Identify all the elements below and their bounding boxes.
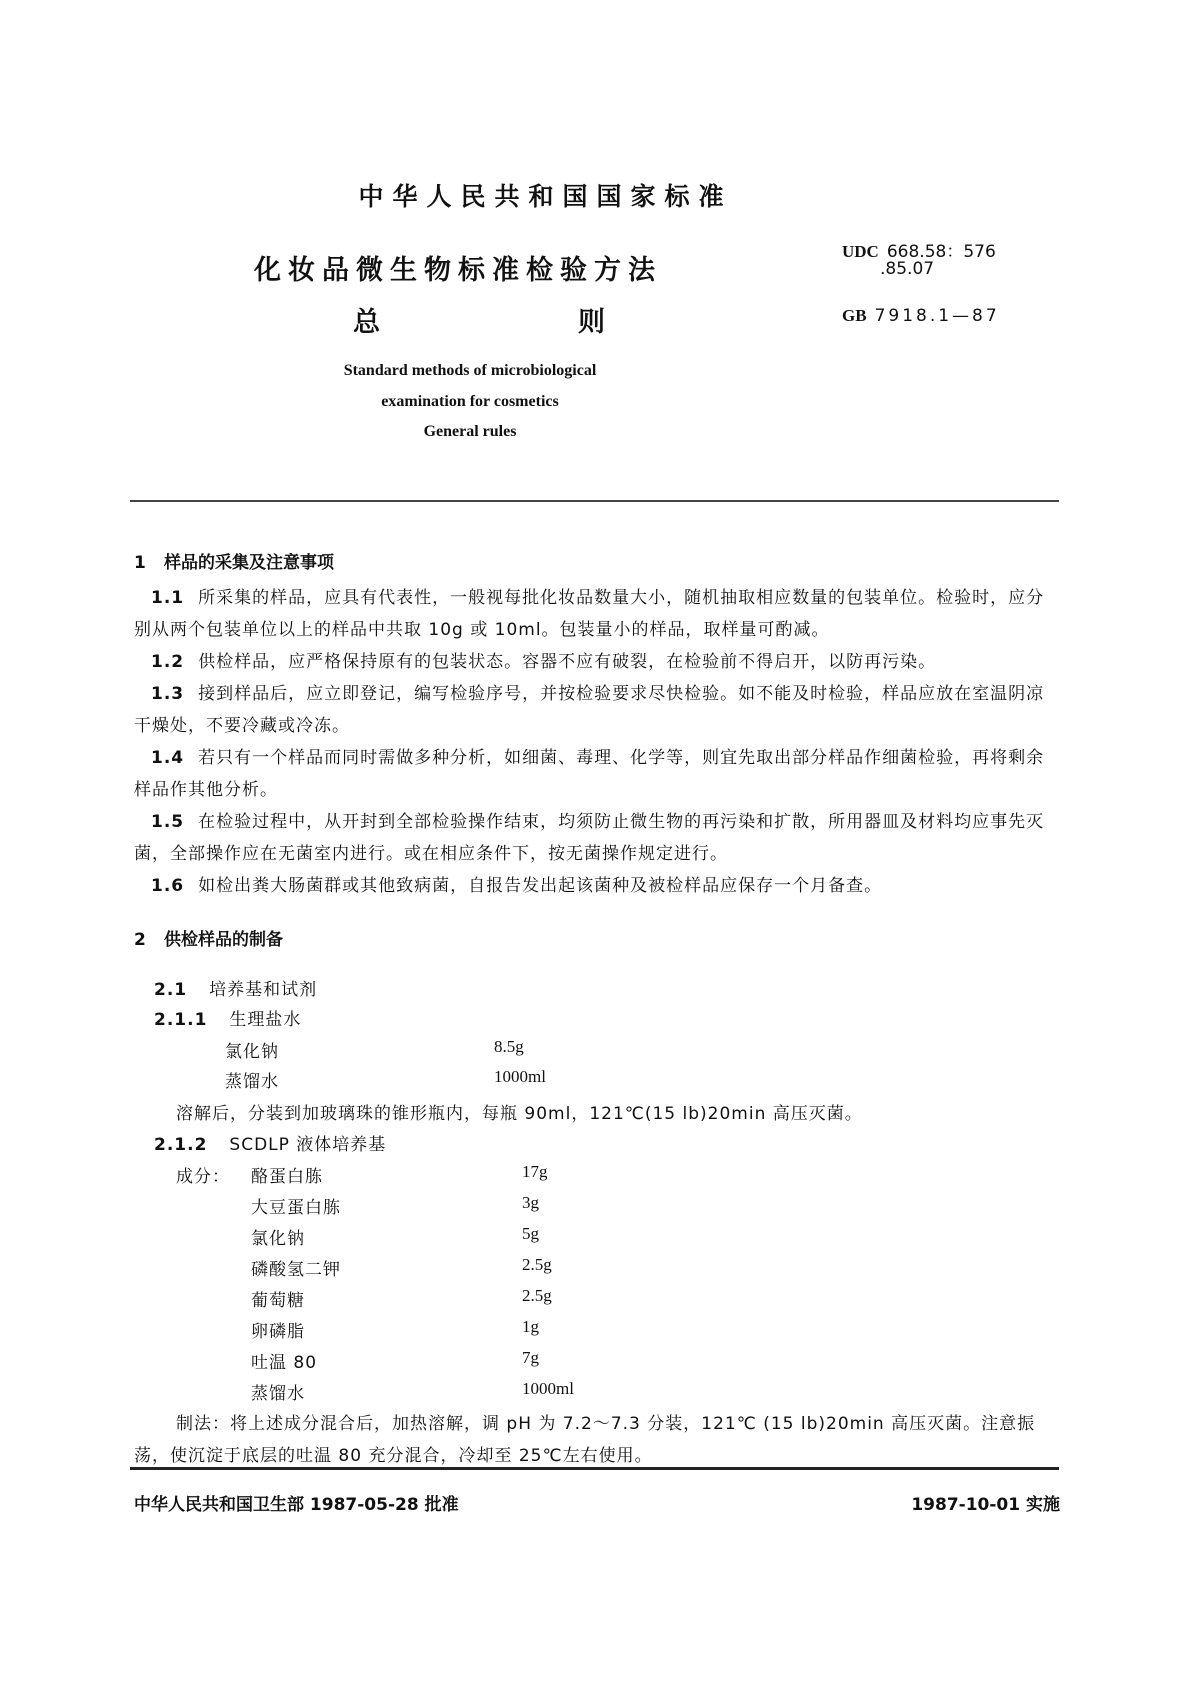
clause-2-1: 2.1 培养基和试剂 (154, 980, 318, 1000)
clause-1-2: 1.2 供检样品，应严格保持原有的包装状态。容器不应有破裂，在检验前不得启开，以防再污染。 (151, 652, 937, 672)
english-title-line-2: examination for cosmetics (381, 393, 559, 410)
clause-1-1: 1.1 所采集的样品，应具有代表性，一般视每批化妆品数量大小，随机抽取相应数量的包装单位。检验时，应分别从两个包装单位以上的样品中共取 10g 或 10ml。包装量小的样品，取样量可酌减。 (134, 588, 1045, 640)
subtitle-part-2: 则 (578, 307, 605, 338)
gb-number: GB 7918.1—87 (842, 306, 1000, 326)
ingredient-name: 卵磷脂 (251, 1322, 305, 1342)
clause-1-6: 1.6 如检出粪大肠菌群或其他致病菌，自报告发出起该菌种及被检样品应保存一个月备查。 (151, 876, 883, 896)
ingredient-amount: 3g (522, 1193, 539, 1212)
ingredient-amount: 2.5g (522, 1286, 552, 1305)
ingredient-amount: 2.5g (522, 1255, 552, 1274)
clause-1-4: 1.4 若只有一个样品而同时需做多种分析，如细菌、毒理、化学等，则宜先取出部分样品作细菌检验，再将剩余样品作其他分析。 (134, 748, 1045, 800)
ingredient-amount: 1000ml (522, 1379, 574, 1398)
footer-divider (130, 1467, 1059, 1470)
header-divider (130, 500, 1059, 502)
ingredient-name: 氯化钠 (225, 1042, 279, 1062)
ingredient-amount: 1g (522, 1317, 539, 1336)
ingredient-name: 吐温 80 (251, 1353, 318, 1373)
clause-2-1-2: 2.1.2 SCDLP 液体培养基 (154, 1135, 387, 1155)
udc-code: UDC 668.58：576 (842, 242, 996, 262)
ingredient-name: 酪蛋白胨 (251, 1167, 323, 1187)
components-label: 成分： (176, 1167, 230, 1187)
udc-code-cont: .85.07 (880, 259, 935, 279)
ingredient-name: 氯化钠 (251, 1229, 305, 1249)
clause-2-1-1: 2.1.1 生理盐水 (154, 1010, 302, 1030)
national-standard-heading: 中华人民共和国国家标准 (358, 182, 733, 211)
english-title-line-1: Standard methods of microbiological (343, 362, 597, 379)
ingredient-name: 磷酸氢二钾 (251, 1260, 341, 1280)
implementation-date: 1987-10-01 实施 (911, 1495, 1060, 1515)
clause-1-5: 1.5 在检验过程中，从开封到全部检验操作结束，均须防止微生物的再污染和扩散，所用器皿及材料均应事先灭菌，全部操作应在无菌室内进行。或在相应条件下，按无菌操作规定进行。 (134, 812, 1045, 864)
section-2-heading: 2 供检样品的制备 (134, 930, 283, 950)
document-title: 化妆品微生物标准检验方法 (254, 255, 662, 286)
section-1-heading: 1 样品的采集及注意事项 (134, 553, 334, 573)
ingredient-amount: 17g (522, 1162, 548, 1181)
approval-info: 中华人民共和国卫生部 1987-05-28 批准 (134, 1495, 459, 1515)
scdlp-preparation-method: 制法：将上述成分混合后，加热溶解，调 pH 为 7.2～7.3 分装，121℃ (15 lb)20min 高压灭菌。注意振荡，使沉淀于底层的吐温 80 充分混合，冷却至 25℃左右使用。 (134, 1414, 1036, 1466)
ingredient-amount: 7g (522, 1348, 539, 1367)
ingredient-name: 大豆蛋白胨 (251, 1198, 341, 1218)
ingredient-amount: 5g (522, 1224, 539, 1243)
ingredient-name: 蒸馏水 (251, 1384, 305, 1404)
ingredient-name: 蒸馏水 (225, 1072, 279, 1092)
ingredient-amount: 8.5g (494, 1037, 524, 1056)
subtitle-part-1: 总 (353, 307, 380, 338)
saline-preparation-note: 溶解后，分装到加玻璃珠的锥形瓶内，每瓶 90ml，121℃(15 lb)20min 高压灭菌。 (176, 1104, 863, 1124)
ingredient-amount: 1000ml (494, 1067, 546, 1086)
ingredient-name: 葡萄糖 (251, 1291, 305, 1311)
clause-1-3: 1.3 接到样品后，应立即登记，编写检验序号，并按检验要求尽快检验。如不能及时检验，样品应放在室温阴凉干燥处，不要冷藏或冷冻。 (134, 684, 1045, 736)
english-title-line-3: General rules (423, 423, 517, 440)
